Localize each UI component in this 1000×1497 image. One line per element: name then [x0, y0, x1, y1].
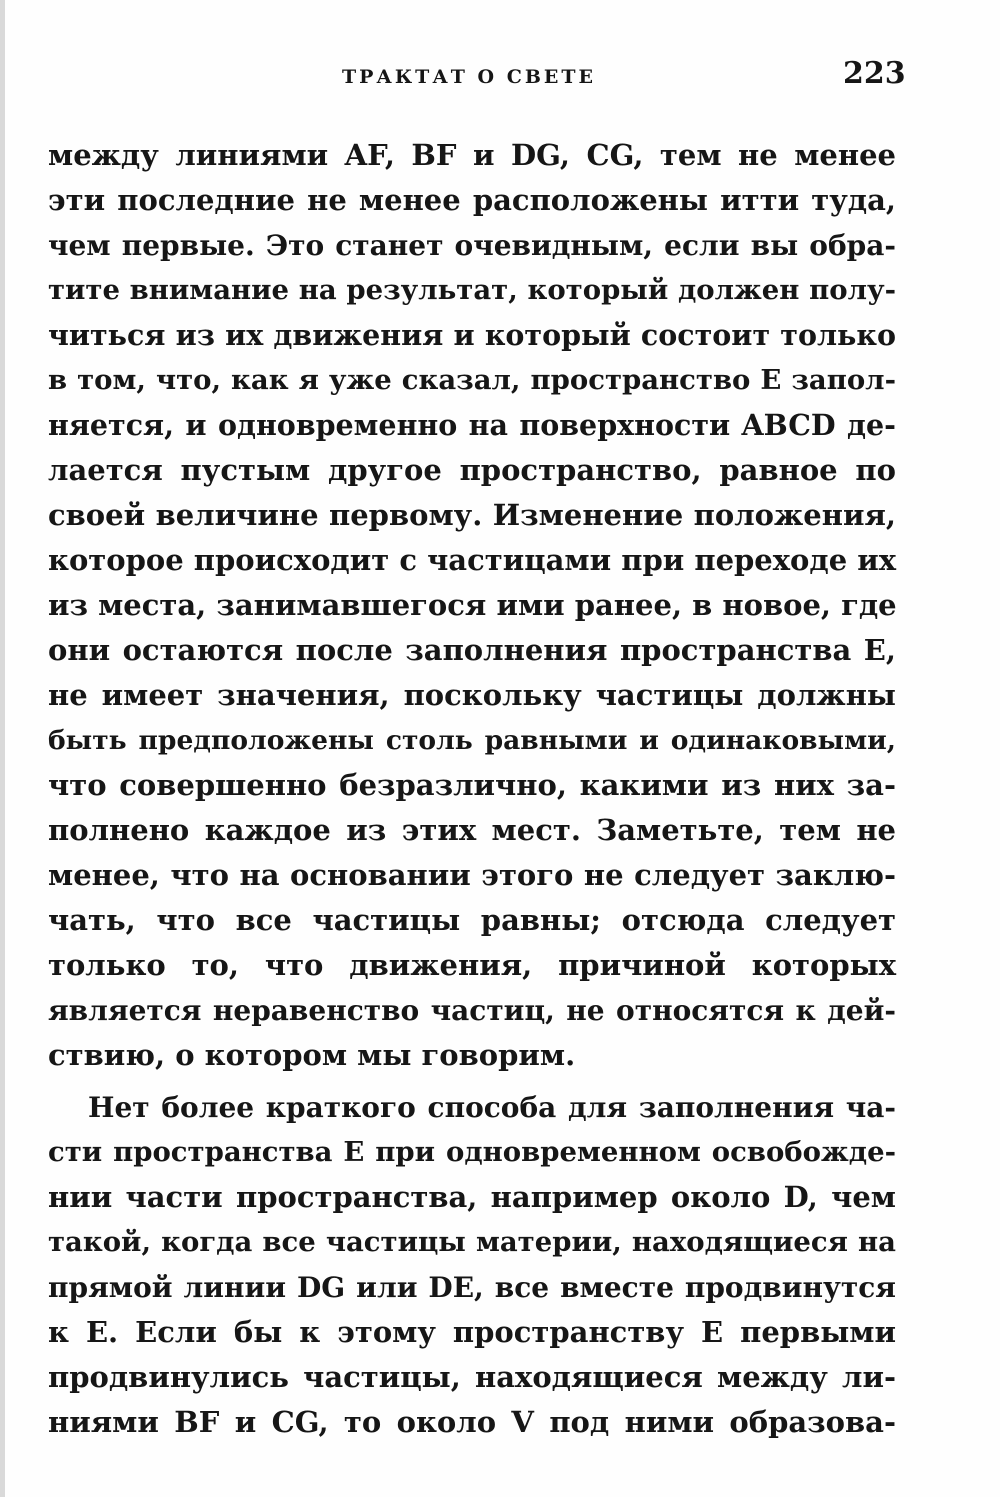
text-line: является неравенство частиц, не относятся к дей- [48, 994, 896, 1027]
text-line: нии части пространства, например около D, чем [48, 1180, 896, 1214]
text-line: тите внимание на результат, который должен полу- [48, 274, 896, 306]
text-line: не имеет значения, поскольку частицы должны [48, 678, 896, 712]
text-line: ствию, о котором мы говорим. [48, 1038, 576, 1072]
text-line: читься из их движения и который состоит только [48, 318, 896, 352]
text-line: Нет более краткого способа для заполнения ча- [88, 1091, 896, 1124]
text-line: полнено каждое из этих мест. Заметьте, тем не [48, 813, 896, 847]
text-line: прямой линии DG или DE, все вместе продвинутся [48, 1271, 896, 1304]
text-line: они остаются после заполнения пространства E, [48, 633, 896, 667]
text-line: между линиями AF, BF и DG, CG, тем не менее [48, 138, 896, 172]
body-text [48, 133, 896, 1445]
text-line: лается пустым другое пространство, равное по [48, 453, 896, 487]
page-number: 223 [843, 56, 906, 91]
running-head: ТРАКТАТ О СВЕТЕ [342, 66, 596, 88]
text-line: которое происходит с частицами при переходе их [48, 543, 897, 577]
text-line: чем первые. Это станет очевидным, если вы обра- [48, 229, 896, 262]
text-line: ниями BF и CG, то около V под ними образова- [48, 1405, 896, 1439]
text-line: продвинулись частицы, находящиеся между ли- [48, 1360, 896, 1394]
text-line: менее, что на основании этого не следует заклю- [48, 858, 896, 892]
text-line: что совершенно безразлично, какими из них за- [48, 768, 896, 802]
text-line: к E. Если бы к этому пространству E первыми [48, 1315, 896, 1349]
paragraph-1 [48, 133, 896, 1078]
text-line: из места, занимавшегося ими ранее, в новое, где [48, 588, 897, 622]
text-line: такой, когда все частицы материи, находящиеся на [48, 1226, 896, 1258]
page-left-edge [0, 0, 5, 1497]
text-line: сти пространства E при одновременном освобожде- [48, 1136, 896, 1168]
text-line: няется, и одновременно на поверхности ABCD де- [48, 408, 896, 442]
text-line: эти последние не менее расположены итти туда, [48, 183, 896, 217]
text-line: в том, что, как я уже сказал, пространство E запол- [48, 364, 896, 396]
text-line: только то, что движения, причиной которых [48, 948, 896, 982]
text-line: чать, что все частицы равны; отсюда следует [48, 903, 896, 937]
text-line: своей величине первому. Изменение положения, [48, 498, 896, 532]
text-line: быть предположены столь равными и одинаковыми, [48, 725, 896, 756]
paragraph-2 [48, 1085, 896, 1445]
